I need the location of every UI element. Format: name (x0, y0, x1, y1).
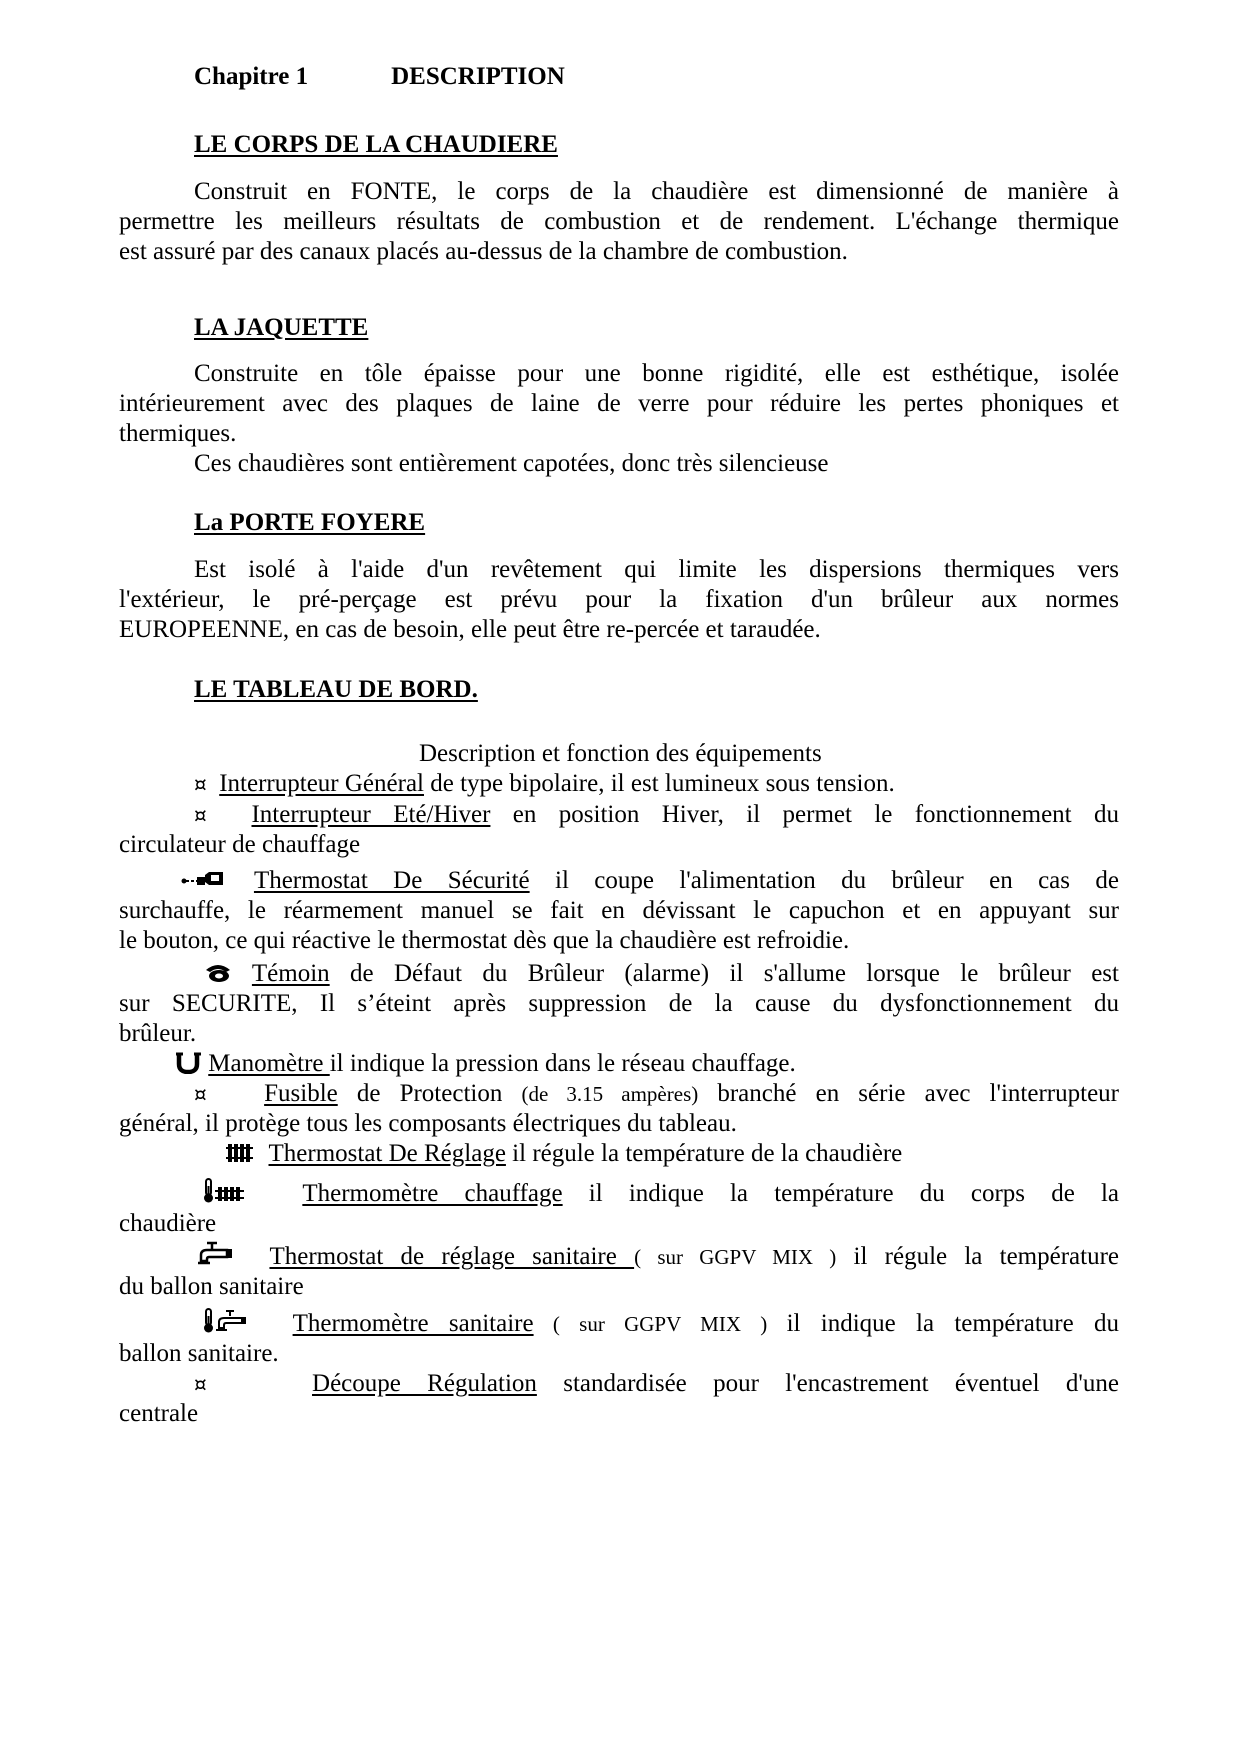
item-note: ( sur GGPV MIX ) (533, 1312, 787, 1336)
item-decoupe-regulation (194, 1367, 1119, 1401)
item-note: (de 3.15 ampères) (521, 1082, 699, 1106)
item-term: Témoin (251, 960, 330, 987)
item-text: il indique la pression dans le réseau chauffage. (329, 1050, 796, 1077)
item-continuation: surchauffe, le réarmement manuel se fait en dévissant le capuchon et en appuyant sur (119, 897, 1119, 924)
item-term: Thermostat De Sécurité (253, 867, 530, 894)
bullet: ¤ (194, 772, 207, 796)
item-note: ( sur GGPV MIX ) (634, 1245, 837, 1269)
item-thermostat-reglage (226, 1137, 902, 1173)
item-interrupteur-ete-hiver (194, 798, 1119, 832)
item-term: Thermomètre sanitaire (292, 1310, 534, 1337)
item-term: Manomètre (208, 1050, 330, 1077)
section-title-porte: La PORTE FOYERE (194, 509, 426, 536)
porte-line-2: l'extérieur, le pré-perçage est prévu pour la fixation d'un brûleur aux normes (119, 586, 1119, 613)
jaquette-line-2: intérieurement avec des plaques de laine de verre pour réduire les pertes phoniques et (119, 390, 1119, 417)
bullet: ¤ (194, 1082, 207, 1106)
item-continuation: le bouton, ce qui réactive le thermostat dès que la chaudière est refroidie. (119, 927, 850, 954)
chapter-title: DESCRIPTION (391, 63, 565, 90)
item-term: Interrupteur Général (219, 770, 424, 797)
item-term: Thermomètre chauffage (302, 1180, 563, 1207)
item-text: de Protection (337, 1080, 522, 1107)
section-title-tableau: LE TABLEAU DE BORD. (194, 676, 478, 703)
item-text: de type bipolaire, il est lumineux sous tension. (423, 770, 895, 797)
chapter-heading (194, 60, 1194, 93)
corps-line-3: est assuré par des canaux placés au-dessus de la chambre de combustion. (119, 238, 848, 265)
item-text: de Défaut du Brûleur (alarme) il s'allume lorsque le brûleur est (329, 960, 1119, 987)
item-continuation: chaudière (119, 1210, 217, 1237)
section-title-corps: LE CORPS DE LA CHAUDIERE (194, 131, 558, 158)
bullet: ¤ (194, 803, 207, 827)
item-term: Découpe Régulation (312, 1370, 537, 1397)
section-title-jaquette: LA JAQUETTE (194, 314, 369, 341)
item-text: standardisée pour l'encastrement éventuel d'une (536, 1370, 1119, 1397)
item-text: il indique la température du (786, 1310, 1120, 1337)
item-text: il coupe l'alimentation du brûleur en cas de (529, 867, 1119, 894)
item-term: Thermostat de réglage sanitaire (269, 1243, 635, 1270)
corps-line-2: permettre les meilleurs résultats de combustion et de rendement. L'échange thermique (119, 208, 1119, 235)
item-continuation: circulateur de chauffage (119, 831, 361, 858)
item-text: il régule la température de la chaudière (505, 1140, 903, 1167)
item-text: branché en série avec l'interrupteur (698, 1080, 1119, 1107)
item-text: il régule la température (836, 1243, 1120, 1270)
item-continuation: brûleur. (119, 1020, 197, 1047)
chapter-label: Chapitre 1 (194, 63, 309, 90)
item-fusible (194, 1077, 1119, 1111)
jaquette-line-4: Ces chaudières sont entièrement capotées, donc très silencieuse (194, 450, 829, 477)
jaquette-line-1: Construite en tôle épaisse pour une bonne rigidité, elle est esthétique, isolée (194, 360, 1119, 387)
bullet: ¤ (194, 1372, 207, 1396)
item-term: Fusible (264, 1080, 338, 1107)
item-interrupteur-general (194, 767, 1119, 801)
tableau-subtitle: Description et fonction des équipements (419, 740, 822, 767)
item-text: il indique la température du corps de la (562, 1180, 1119, 1207)
item-term: Thermostat De Réglage (268, 1140, 506, 1167)
corps-line-1: Construit en FONTE, le corps de la chaudière est dimensionné de manière à (194, 178, 1119, 205)
item-continuation: sur SECURITE, Il s’éteint après suppression de la cause du dysfonctionnement du (119, 990, 1119, 1017)
item-text: en position Hiver, il permet le fonctionnement du (490, 801, 1119, 828)
porte-line-1: Est isolé à l'aide d'un revêtement qui limite les dispersions thermiques vers (194, 556, 1119, 583)
radiator-icon (226, 1140, 256, 1173)
item-continuation: du ballon sanitaire (119, 1273, 304, 1300)
item-continuation: ballon sanitaire. (119, 1340, 279, 1367)
jaquette-line-3: thermiques. (119, 420, 237, 447)
item-continuation: centrale (119, 1400, 199, 1427)
item-continuation: général, il protège tous les composants électriques du tableau. (119, 1110, 737, 1137)
porte-line-3: EUROPEENNE, en cas de besoin, elle peut être re-percée et taraudée. (119, 616, 821, 643)
item-term: Interrupteur Eté/Hiver (251, 801, 491, 828)
